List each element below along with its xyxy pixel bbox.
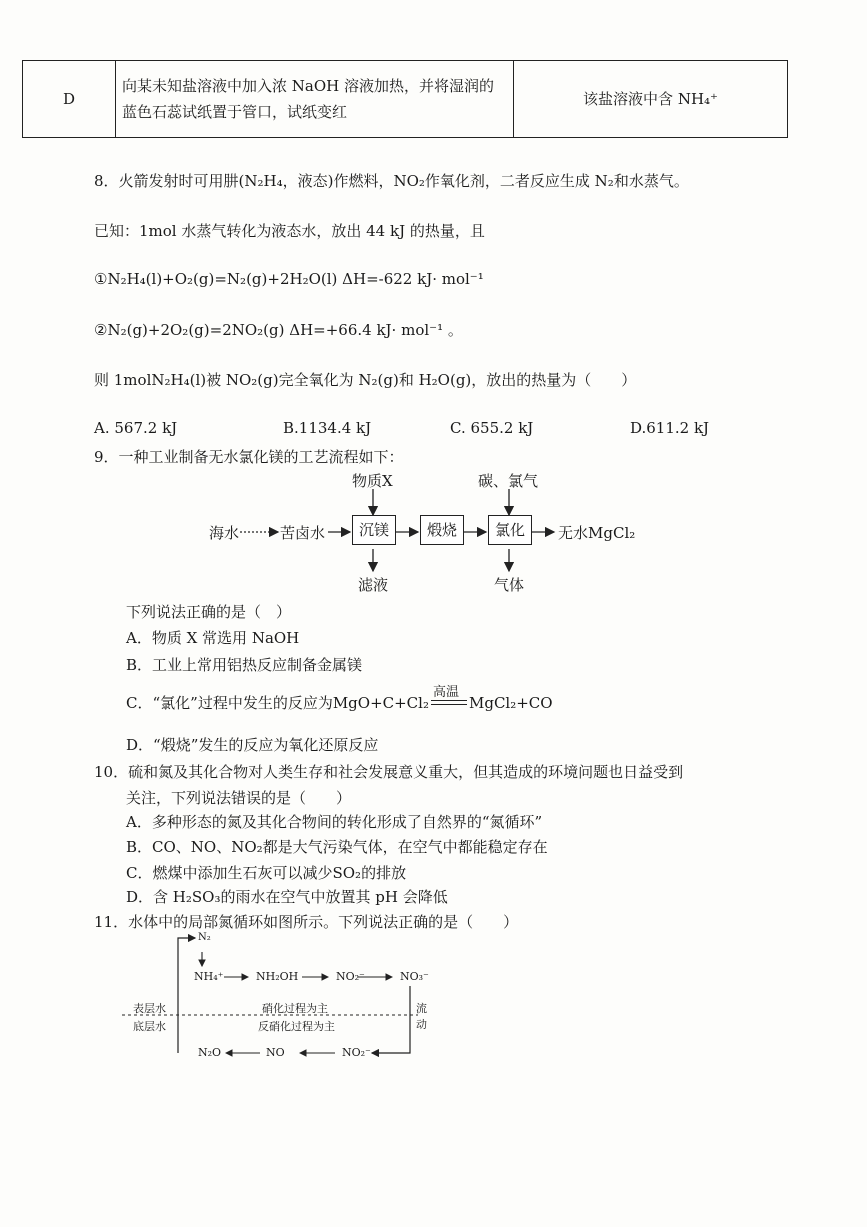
q8-question: 则 1molN₂H₄(l)被 NO₂(g)完全氧化为 N₂(g)和 H₂O(g)，放出的热量为（ ） xyxy=(94,371,637,389)
label-n2: N₂ xyxy=(198,932,211,943)
q10-option-b[interactable]: B．CO、NO、NO₂都是大气污染气体，在空气中都能稳定存在 xyxy=(126,838,548,856)
label-no: NO xyxy=(266,1046,285,1059)
q10-option-d[interactable]: D．含 H₂SO₃的雨水在空气中放置其 pH 会降低 xyxy=(126,888,448,906)
label-nh4: NH₄⁺ xyxy=(194,970,224,983)
q9-option-b[interactable]: B．工业上常用铝热反应制备金属镁 xyxy=(126,656,363,674)
q9-option-a[interactable]: A．物质 X 常选用 NaOH xyxy=(126,629,300,647)
q8-stem: 8．火箭发射时可用肼(N₂H₄，液态)作燃料，NO₂作氧化剂，二者反应生成 N₂和水蒸气。 xyxy=(94,172,689,190)
q9-question: 下列说法正确的是（ ） xyxy=(126,603,292,621)
row-label: D xyxy=(23,61,116,138)
high-temp-condition: 高温 xyxy=(432,685,459,700)
q9-option-c-products: MgCl₂+CO xyxy=(468,694,553,712)
label-n2o: N₂O xyxy=(198,1046,222,1059)
q10-option-a[interactable]: A．多种形态的氮及其化合物间的转化形成了自然界的“氮循环” xyxy=(126,813,543,831)
cycle-lines xyxy=(120,930,440,1065)
q8-eq1: ①N₂H₄(l)+O₂(g)=N₂(g)+2H₂O(l) ΔH=-622 kJ· mol⁻¹ xyxy=(94,270,484,288)
flow-output-filtrate: 滤液 xyxy=(358,576,389,594)
table-row xyxy=(23,61,788,138)
label-nitrification: 硝化过程为主 xyxy=(262,1002,328,1015)
answer-table xyxy=(22,60,788,138)
flow-box-precipitate-mg: 沉镁 xyxy=(352,515,396,545)
flow-box-calcine: 煅烧 xyxy=(420,515,464,545)
flow-input-carbon-chlorine: 碳、氯气 xyxy=(478,472,539,490)
flow-input-x: 物质X xyxy=(352,472,393,490)
line-right-flow xyxy=(372,986,410,1053)
q9-option-c-text: C．“氯化”过程中发生的反应为MgO+C+Cl₂ xyxy=(126,694,429,712)
q8-option-d[interactable]: D.611.2 kJ xyxy=(630,419,710,437)
q8-option-b[interactable]: B.1134.4 kJ xyxy=(283,419,372,437)
q9-stem: 9．一种工业制备无水氯化镁的工艺流程如下： xyxy=(94,448,404,466)
label-flow-2: 动 xyxy=(416,1018,427,1031)
flow-seawater: 海水 xyxy=(209,524,240,542)
q8-known: 已知：1mol 水蒸气转化为液态水，放出 44 kJ 的热量，且 xyxy=(94,222,485,240)
q10-option-c[interactable]: C．燃煤中添加生石灰可以减少SO₂的排放 xyxy=(126,864,407,882)
line-left-loop xyxy=(178,938,195,1053)
q10-stem-line2: 关注，下列说法错误的是（ ） xyxy=(126,789,352,807)
q9-option-c[interactable] xyxy=(126,685,553,713)
label-no2-top: NO₂⁻ xyxy=(336,970,365,983)
flow-box-chlorinate: 氯化 xyxy=(488,515,532,545)
label-nh2oh: NH₂OH xyxy=(256,970,299,983)
q10-stem-line1: 10．硫和氮及其化合物对人类生存和社会发展意义重大，但其造成的环境问题也日益受到 xyxy=(94,763,684,781)
flow-product: 无水MgCl₂ xyxy=(558,524,636,542)
q8-option-a[interactable]: A. 567.2 kJ xyxy=(94,419,178,437)
label-denitrification: 反硝化过程为主 xyxy=(258,1020,335,1033)
label-no3: NO₃⁻ xyxy=(400,970,429,983)
q8-eq2: ②N₂(g)+2O₂(g)=2NO₂(g) ΔH=+66.4 kJ· mol⁻¹ 。 xyxy=(94,321,463,339)
label-surface-water: 表层水 xyxy=(133,1002,166,1015)
flow-output-gas: 气体 xyxy=(494,576,525,594)
high-temp-arrow xyxy=(431,685,467,711)
q9-option-d[interactable]: D．“煅烧”发生的反应为氧化还原反应 xyxy=(126,736,379,754)
label-flow-1: 流 xyxy=(416,1002,427,1015)
q8-option-c[interactable]: C. 655.2 kJ xyxy=(450,419,534,437)
label-no2-bottom: NO₂⁻ xyxy=(342,1046,371,1059)
q11-stem: 11．水体中的局部氮循环如图所示。下列说法正确的是（ ） xyxy=(94,913,519,931)
operation-cell: 向某未知盐溶液中加入浓 NaOH 溶液加热，并将湿润的蓝色石蕊试纸置于管口，试纸变红 xyxy=(116,61,514,138)
flow-brine: 苦卤水 xyxy=(280,524,326,542)
conclusion-cell: 该盐溶液中含 NH₄⁺ xyxy=(514,61,788,138)
label-bottom-water: 底层水 xyxy=(133,1020,166,1033)
